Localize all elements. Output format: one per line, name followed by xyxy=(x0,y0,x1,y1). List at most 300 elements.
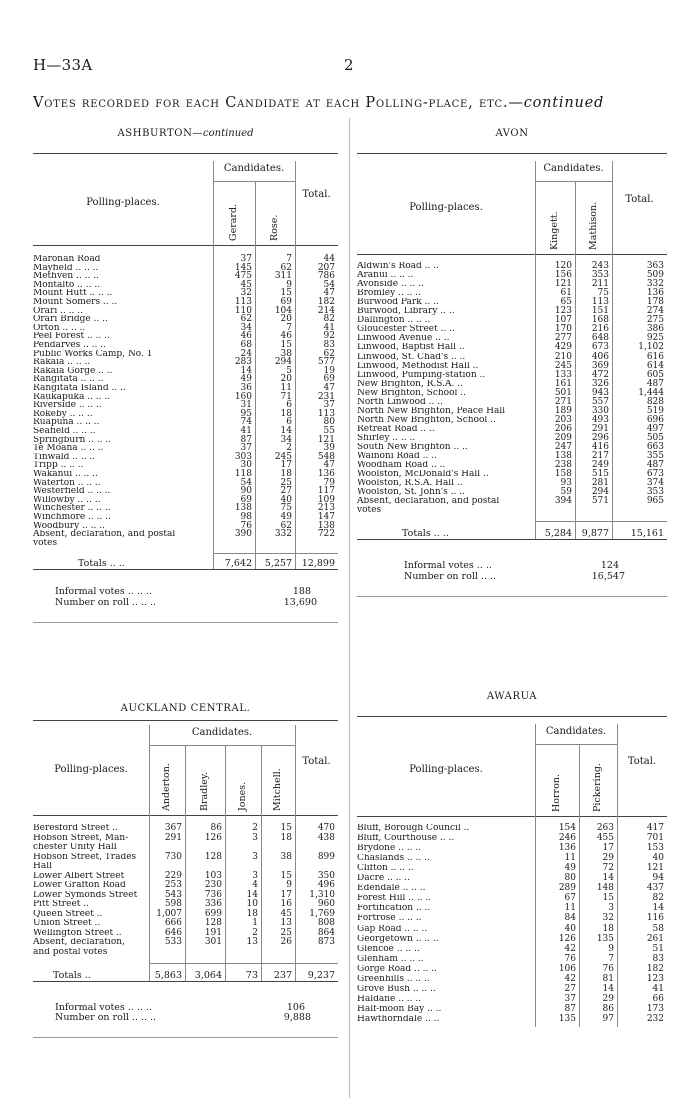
candidate-votes: 291 xyxy=(591,423,609,434)
polling-place-total: 231 xyxy=(317,391,335,402)
polling-place-name: North New Brighton, School .. xyxy=(357,415,496,425)
table-row xyxy=(357,864,667,873)
candidate-votes: 211 xyxy=(591,279,609,290)
candidate-votes: 533 xyxy=(164,937,182,947)
totals-row xyxy=(33,971,338,981)
header-top-rule xyxy=(33,720,338,721)
polling-place-name: Woolston, R.S.A. Hall .. xyxy=(357,479,463,489)
polling-place-name: Wainoni Road .. .. xyxy=(357,452,437,462)
candidate-votes: 3 xyxy=(252,832,258,843)
polling-place-name: Rangitata .. .. .. xyxy=(33,375,104,385)
table-row xyxy=(357,965,667,974)
polling-place-total: 82 xyxy=(323,314,335,325)
table-row xyxy=(357,975,667,984)
table-row xyxy=(357,434,667,443)
polling-place-total: 51 xyxy=(652,943,664,954)
polling-place-total: 173 xyxy=(646,1003,664,1014)
candidate-votes: 216 xyxy=(591,324,609,335)
candidate-votes: 7 xyxy=(608,953,614,964)
table-row xyxy=(357,914,667,923)
candidate-votes: 54 xyxy=(240,477,252,488)
candidate-votes: 113 xyxy=(591,297,609,308)
polling-place-total: 577 xyxy=(317,357,335,368)
polling-place-total: 138 xyxy=(317,520,335,531)
polling-place-name: Half-moon Bay .. .. xyxy=(357,1004,442,1014)
polling-place-total: 470 xyxy=(317,823,335,833)
informal-votes-label: Informal votes .. .. xyxy=(404,561,492,571)
polling-place-total: 94 xyxy=(652,873,664,884)
candidate-votes: 11 xyxy=(564,853,576,864)
candidates-header: Candidates. xyxy=(191,727,253,738)
number-on-roll-value: 16,547 xyxy=(591,571,625,583)
candidate-votes: 210 xyxy=(554,351,572,362)
candidate-votes: 75 xyxy=(597,288,609,299)
polling-place-name: votes xyxy=(357,506,382,516)
grand-total: 12,899 xyxy=(301,558,335,570)
polling-place-total: 925 xyxy=(646,333,664,344)
candidate-name-header: Rose. xyxy=(269,214,280,241)
number-on-roll-label: Number on roll .. .. .. xyxy=(55,1013,157,1022)
polling-place-total: 605 xyxy=(646,369,664,380)
polling-place-total: 332 xyxy=(646,279,664,290)
polling-place-name: and postal votes xyxy=(33,947,108,957)
candidate-votes: 17 xyxy=(280,460,292,471)
polling-place-total: 66 xyxy=(652,993,664,1004)
candidate-votes: 160 xyxy=(234,391,252,402)
candidate-votes: 121 xyxy=(554,279,572,290)
candidate-votes: 136 xyxy=(558,843,576,854)
grand-total: 15,161 xyxy=(630,528,664,540)
candidate-votes: 61 xyxy=(560,288,572,299)
polling-place-total: 417 xyxy=(646,823,664,833)
candidate-votes: 62 xyxy=(280,262,292,273)
candidate-votes: 17 xyxy=(602,843,614,854)
polling-place-total: 828 xyxy=(646,396,664,407)
polling-place-total: 41 xyxy=(652,983,664,994)
candidate-votes: 13 xyxy=(246,937,258,947)
candidate-votes: 648 xyxy=(591,333,609,344)
polling-place-name: Brydone .. .. .. xyxy=(357,844,422,854)
polling-place-name: Clifton .. .. .. xyxy=(357,864,414,874)
polling-place-total: 864 xyxy=(317,927,335,938)
table-row xyxy=(33,843,338,852)
candidate-votes: 336 xyxy=(204,899,222,909)
candidate-votes: 271 xyxy=(554,396,572,407)
candidate-total: 9,877 xyxy=(581,528,609,540)
polling-place-total: 496 xyxy=(317,880,335,890)
polling-place-name: Haldane .. .. .. xyxy=(357,994,422,1004)
candidate-name-header: Pickering. xyxy=(592,763,603,812)
candidate-votes: 25 xyxy=(280,477,292,488)
polling-place-total: 117 xyxy=(317,486,335,497)
polling-place-name: Bluff, Courthouse .. .. xyxy=(357,834,455,844)
candidate-votes: 87 xyxy=(564,1003,576,1014)
electorate-title-continued: continued xyxy=(203,128,254,139)
table-row xyxy=(357,497,667,506)
polling-place-total: 960 xyxy=(317,899,335,909)
totals-rule xyxy=(535,521,667,522)
polling-place-name: votes xyxy=(33,538,58,548)
polling-place-total: 41 xyxy=(323,322,335,333)
polling-place-name: Pitt Street .. xyxy=(33,900,89,909)
polling-place-name: Hall xyxy=(33,862,52,871)
candidate-votes: 80 xyxy=(564,873,576,884)
polling-place-total: 121 xyxy=(317,434,335,445)
candidate-votes: 189 xyxy=(554,405,572,416)
table-row xyxy=(357,894,667,903)
polling-place-name: Linwood, Pumping-station .. xyxy=(357,370,486,380)
candidates-header: Candidates. xyxy=(223,163,285,174)
table-row xyxy=(33,853,338,862)
polling-places-header: Polling-places. xyxy=(54,764,128,775)
polling-place-name: Lower Symonds Street xyxy=(33,890,138,900)
polling-place-total: 116 xyxy=(646,913,664,924)
number-on-roll-row xyxy=(357,572,667,583)
polling-place-name: Orari Bridge .. .. xyxy=(33,315,108,325)
candidate-votes: 15 xyxy=(280,288,292,299)
candidate-votes: 36 xyxy=(240,383,252,393)
informal-votes-value: 124 xyxy=(600,560,619,572)
candidate-votes: 245 xyxy=(554,360,572,371)
table-row xyxy=(33,938,338,947)
polling-place-total: 1,102 xyxy=(638,342,664,353)
electorate-ashburton xyxy=(33,128,338,668)
candidate-votes: 289 xyxy=(558,883,576,894)
candidate-total: 5,284 xyxy=(544,528,572,540)
candidate-votes: 673 xyxy=(591,342,609,353)
candidate-votes: 14 xyxy=(240,365,252,376)
candidate-votes: 11 xyxy=(564,903,576,914)
candidate-votes: 76 xyxy=(602,963,614,974)
column-divider xyxy=(349,118,350,1098)
candidate-votes: 168 xyxy=(591,315,609,326)
electorate-awarua xyxy=(357,691,667,1041)
candidate-votes: 1 xyxy=(252,918,258,928)
polling-place-name: Dacre .. .. .. xyxy=(357,874,410,884)
candidate-name-header: Jones. xyxy=(237,781,248,811)
table-row xyxy=(357,945,667,954)
candidate-votes: 501 xyxy=(554,387,572,398)
candidate-votes: 27 xyxy=(564,983,576,994)
polling-place-total: 873 xyxy=(317,937,335,947)
candidate-votes: 29 xyxy=(602,993,614,1004)
polling-place-name: Tinwald .. .. .. xyxy=(33,452,96,462)
candidate-votes: 128 xyxy=(204,851,222,862)
candidate-votes: 291 xyxy=(164,832,182,843)
candidate-name-header: Kingett. xyxy=(549,211,560,250)
polling-place-name: North New Brighton, Peace Hall xyxy=(357,406,506,416)
candidate-votes: 7 xyxy=(286,322,292,333)
table-row xyxy=(357,452,667,461)
candidate-votes: 303 xyxy=(234,451,252,462)
candidate-votes: 37 xyxy=(240,443,252,454)
polling-place-name: Willowby .. .. .. xyxy=(33,495,101,505)
polling-place-name: Grove Bush .. .. .. xyxy=(357,984,436,994)
table-row xyxy=(357,271,667,280)
polling-place-total: 232 xyxy=(646,1013,664,1024)
candidate-votes: 151 xyxy=(591,306,609,317)
candidate-votes: 475 xyxy=(234,271,252,282)
table-row xyxy=(357,416,667,425)
table-row xyxy=(357,985,667,994)
candidate-votes: 730 xyxy=(164,851,182,862)
candidate-votes: 59 xyxy=(560,487,572,498)
polling-place-total: 47 xyxy=(323,288,335,299)
header-bottom-rule xyxy=(357,816,667,817)
polling-place-total: 663 xyxy=(646,442,664,452)
total-header: Total. xyxy=(302,756,331,767)
polling-place-total: 47 xyxy=(323,460,335,471)
candidate-votes: 145 xyxy=(234,262,252,273)
table-row xyxy=(33,834,338,843)
candidate-votes: 156 xyxy=(554,270,572,281)
candidate-votes: 390 xyxy=(234,529,252,540)
candidate-votes: 369 xyxy=(591,360,609,371)
electorate-title: AUCKLAND CENTRAL. xyxy=(120,703,251,714)
polling-place-total: 374 xyxy=(646,478,664,489)
candidate-votes: 25 xyxy=(280,927,292,938)
totals-label: Totals .. .. xyxy=(78,559,125,569)
table-row xyxy=(33,862,338,871)
candidate-votes: 1,007 xyxy=(156,908,182,919)
candidate-votes: 15 xyxy=(280,870,292,881)
candidate-votes: 301 xyxy=(204,937,222,947)
table-row xyxy=(357,1005,667,1014)
totals-rule xyxy=(149,963,338,964)
table-row xyxy=(33,824,338,833)
candidates-sub-rule xyxy=(149,745,295,746)
candidate-votes: 17 xyxy=(280,889,292,900)
candidate-votes: 69 xyxy=(240,494,252,505)
table-row xyxy=(357,955,667,964)
candidate-votes: 472 xyxy=(591,369,609,380)
candidate-votes: 311 xyxy=(274,271,292,282)
candidate-votes: 9 xyxy=(608,943,614,954)
polling-place-name: Westerfield .. .. .. xyxy=(33,487,111,497)
table-bottom-rule xyxy=(33,569,338,570)
candidate-total: 7,642 xyxy=(224,558,252,570)
polling-place-name: Maronan Road xyxy=(33,255,101,264)
polling-place-name: South New Brighton .. .. xyxy=(357,443,468,452)
polling-place-total: 80 xyxy=(323,417,335,428)
candidate-votes: 203 xyxy=(554,414,572,425)
polling-place-total: 614 xyxy=(646,360,664,371)
candidate-votes: 49 xyxy=(280,512,292,522)
polling-place-total: 214 xyxy=(317,305,335,316)
candidate-votes: 158 xyxy=(554,469,572,480)
candidate-votes: 416 xyxy=(591,442,609,452)
candidate-votes: 49 xyxy=(240,374,252,385)
candidate-votes: 245 xyxy=(274,451,292,462)
table-row xyxy=(357,995,667,1004)
polling-place-name: Aldwin's Road .. .. xyxy=(357,262,439,271)
page-number: 2 xyxy=(344,56,354,74)
candidate-votes: 118 xyxy=(234,469,252,479)
polling-place-total: 1,444 xyxy=(638,387,664,398)
polling-place-name: Absent, declaration, and postal xyxy=(357,497,500,507)
candidate-votes: 126 xyxy=(204,832,222,843)
candidate-votes: 598 xyxy=(164,899,182,909)
polling-place-total: 55 xyxy=(323,426,335,436)
polling-place-total: 519 xyxy=(646,405,664,416)
candidate-votes: 249 xyxy=(591,460,609,471)
polling-place-total: 37 xyxy=(323,400,335,411)
polling-place-total: 14 xyxy=(652,903,664,914)
polling-place-name: Woodham Road .. .. xyxy=(357,461,446,471)
candidate-votes: 42 xyxy=(564,943,576,954)
candidate-votes: 45 xyxy=(280,908,292,919)
number-on-roll-row xyxy=(33,1013,338,1024)
candidate-votes: 161 xyxy=(554,378,572,389)
candidate-votes: 191 xyxy=(204,927,222,938)
polling-place-total: 62 xyxy=(323,348,335,359)
polling-place-total: 487 xyxy=(646,460,664,471)
candidate-votes: 120 xyxy=(554,261,572,271)
polling-place-total: 92 xyxy=(323,331,335,342)
candidate-votes: 14 xyxy=(602,873,614,884)
total-header: Total. xyxy=(627,756,657,767)
candidate-votes: 394 xyxy=(554,496,572,507)
table-row xyxy=(357,904,667,913)
polling-place-name: Forest Hill .. .. .. xyxy=(357,894,432,904)
candidate-votes: 217 xyxy=(591,451,609,462)
number-on-roll-label: Number on roll .. .. .. xyxy=(55,598,157,608)
table-row xyxy=(357,884,667,893)
candidates-header: Candidates. xyxy=(545,726,607,737)
polling-place-total: 1,769 xyxy=(309,908,335,919)
polling-place-total: 353 xyxy=(646,487,664,498)
polling-place-total: 19 xyxy=(323,365,335,376)
totals-row xyxy=(357,529,667,539)
candidate-votes: 294 xyxy=(591,487,609,498)
polling-place-total: 487 xyxy=(646,378,664,389)
document-reference: H—33A xyxy=(33,56,93,74)
table-row xyxy=(357,334,667,343)
candidate-votes: 103 xyxy=(204,870,222,881)
grand-total: 9,237 xyxy=(307,970,335,981)
polling-place-total: 965 xyxy=(646,496,664,507)
candidate-votes: 37 xyxy=(564,993,576,1004)
polling-place-name: Woolston, McDonald's Hall .. xyxy=(357,470,489,480)
table-row xyxy=(357,470,667,479)
candidate-votes: 148 xyxy=(596,883,614,894)
candidate-votes: 16 xyxy=(280,899,292,909)
candidate-votes: 123 xyxy=(554,306,572,317)
candidate-total: 237 xyxy=(273,970,292,981)
polling-place-name: Absent, declaration, and postal xyxy=(33,530,176,540)
polling-place-name: Mount Hutt .. .. .. xyxy=(33,289,113,299)
polling-place-total: 274 xyxy=(646,306,664,317)
candidate-votes: 15 xyxy=(602,893,614,904)
candidate-total: 3,064 xyxy=(194,970,222,981)
polling-place-name: Absent, declaration, xyxy=(33,938,125,947)
table-row xyxy=(33,919,338,928)
informal-votes-label: Informal votes .. .. .. xyxy=(55,1003,152,1012)
polling-place-total: 136 xyxy=(646,288,664,299)
candidate-votes: 18 xyxy=(280,469,292,479)
candidate-votes: 26 xyxy=(280,937,292,947)
candidate-votes: 62 xyxy=(240,314,252,325)
candidate-votes: 10 xyxy=(246,899,258,909)
candidate-votes: 229 xyxy=(164,870,182,881)
table-row xyxy=(357,353,667,362)
candidate-votes: 30 xyxy=(240,460,252,471)
candidate-votes: 106 xyxy=(558,963,576,974)
candidate-votes: 238 xyxy=(554,460,572,471)
table-row xyxy=(357,307,667,316)
candidate-votes: 20 xyxy=(280,314,292,325)
polling-place-name: Springburn .. .. .. xyxy=(33,435,112,445)
polling-place-total: 136 xyxy=(317,469,335,479)
candidate-votes: 666 xyxy=(164,918,182,928)
candidate-votes: 367 xyxy=(164,823,182,833)
electorate-avon xyxy=(357,128,667,648)
polling-place-name: Woodbury .. .. .. xyxy=(33,521,105,531)
polling-place-name: Union Street .. xyxy=(33,919,101,928)
table-row xyxy=(357,389,667,398)
polling-place-name: Retreat Road .. .. xyxy=(357,424,435,434)
candidate-votes: 2 xyxy=(252,927,258,938)
candidate-votes: 206 xyxy=(554,423,572,434)
table-row xyxy=(357,834,667,843)
candidate-votes: 13 xyxy=(280,918,292,928)
candidates-sub-rule xyxy=(535,744,617,745)
table-row xyxy=(33,539,338,548)
table-row xyxy=(357,844,667,853)
table-row xyxy=(33,881,338,890)
candidate-votes: 32 xyxy=(602,913,614,924)
candidate-votes: 493 xyxy=(591,414,609,425)
candidate-votes: 126 xyxy=(558,933,576,944)
polling-place-total: 696 xyxy=(646,414,664,425)
table-row xyxy=(33,900,338,909)
number-on-roll-value: 9,888 xyxy=(283,1012,311,1023)
polling-place-name: Mount Somers .. .. xyxy=(33,298,118,307)
candidate-votes: 107 xyxy=(554,315,572,326)
polling-place-total: 673 xyxy=(646,469,664,480)
polling-place-name: Glenham .. .. .. xyxy=(357,954,424,964)
candidate-votes: 46 xyxy=(240,331,252,342)
candidate-total: 5,257 xyxy=(264,558,292,570)
totals-row xyxy=(33,559,338,569)
polling-place-total: 437 xyxy=(646,883,664,894)
candidate-votes: 243 xyxy=(591,261,609,271)
candidate-votes: 455 xyxy=(596,833,614,844)
table-row xyxy=(357,461,667,470)
candidate-votes: 571 xyxy=(591,496,609,507)
candidate-votes: 281 xyxy=(591,478,609,489)
table-bottom-rule xyxy=(357,539,667,540)
polling-place-total: 509 xyxy=(646,270,664,281)
candidate-votes: 429 xyxy=(554,342,572,353)
table-row xyxy=(357,407,667,416)
polling-place-name: Seafield .. .. .. xyxy=(33,427,96,436)
polling-place-name: Gloucester Street .. .. xyxy=(357,325,455,335)
candidate-votes: 3 xyxy=(608,903,614,914)
polling-place-name: Pendarves .. .. .. xyxy=(33,341,106,350)
table-row xyxy=(357,488,667,497)
table-row xyxy=(357,935,667,944)
candidate-votes: 5 xyxy=(286,365,292,376)
electorate-title: AVON xyxy=(495,128,529,139)
candidate-total: 5,863 xyxy=(154,970,182,981)
polling-place-total: 701 xyxy=(646,833,664,844)
polling-place-name: Mayfield .. .. .. xyxy=(33,263,99,273)
header-top-rule xyxy=(33,153,338,154)
polling-place-total: 153 xyxy=(646,843,664,854)
candidate-votes: 95 xyxy=(240,408,252,419)
table-row xyxy=(357,925,667,934)
